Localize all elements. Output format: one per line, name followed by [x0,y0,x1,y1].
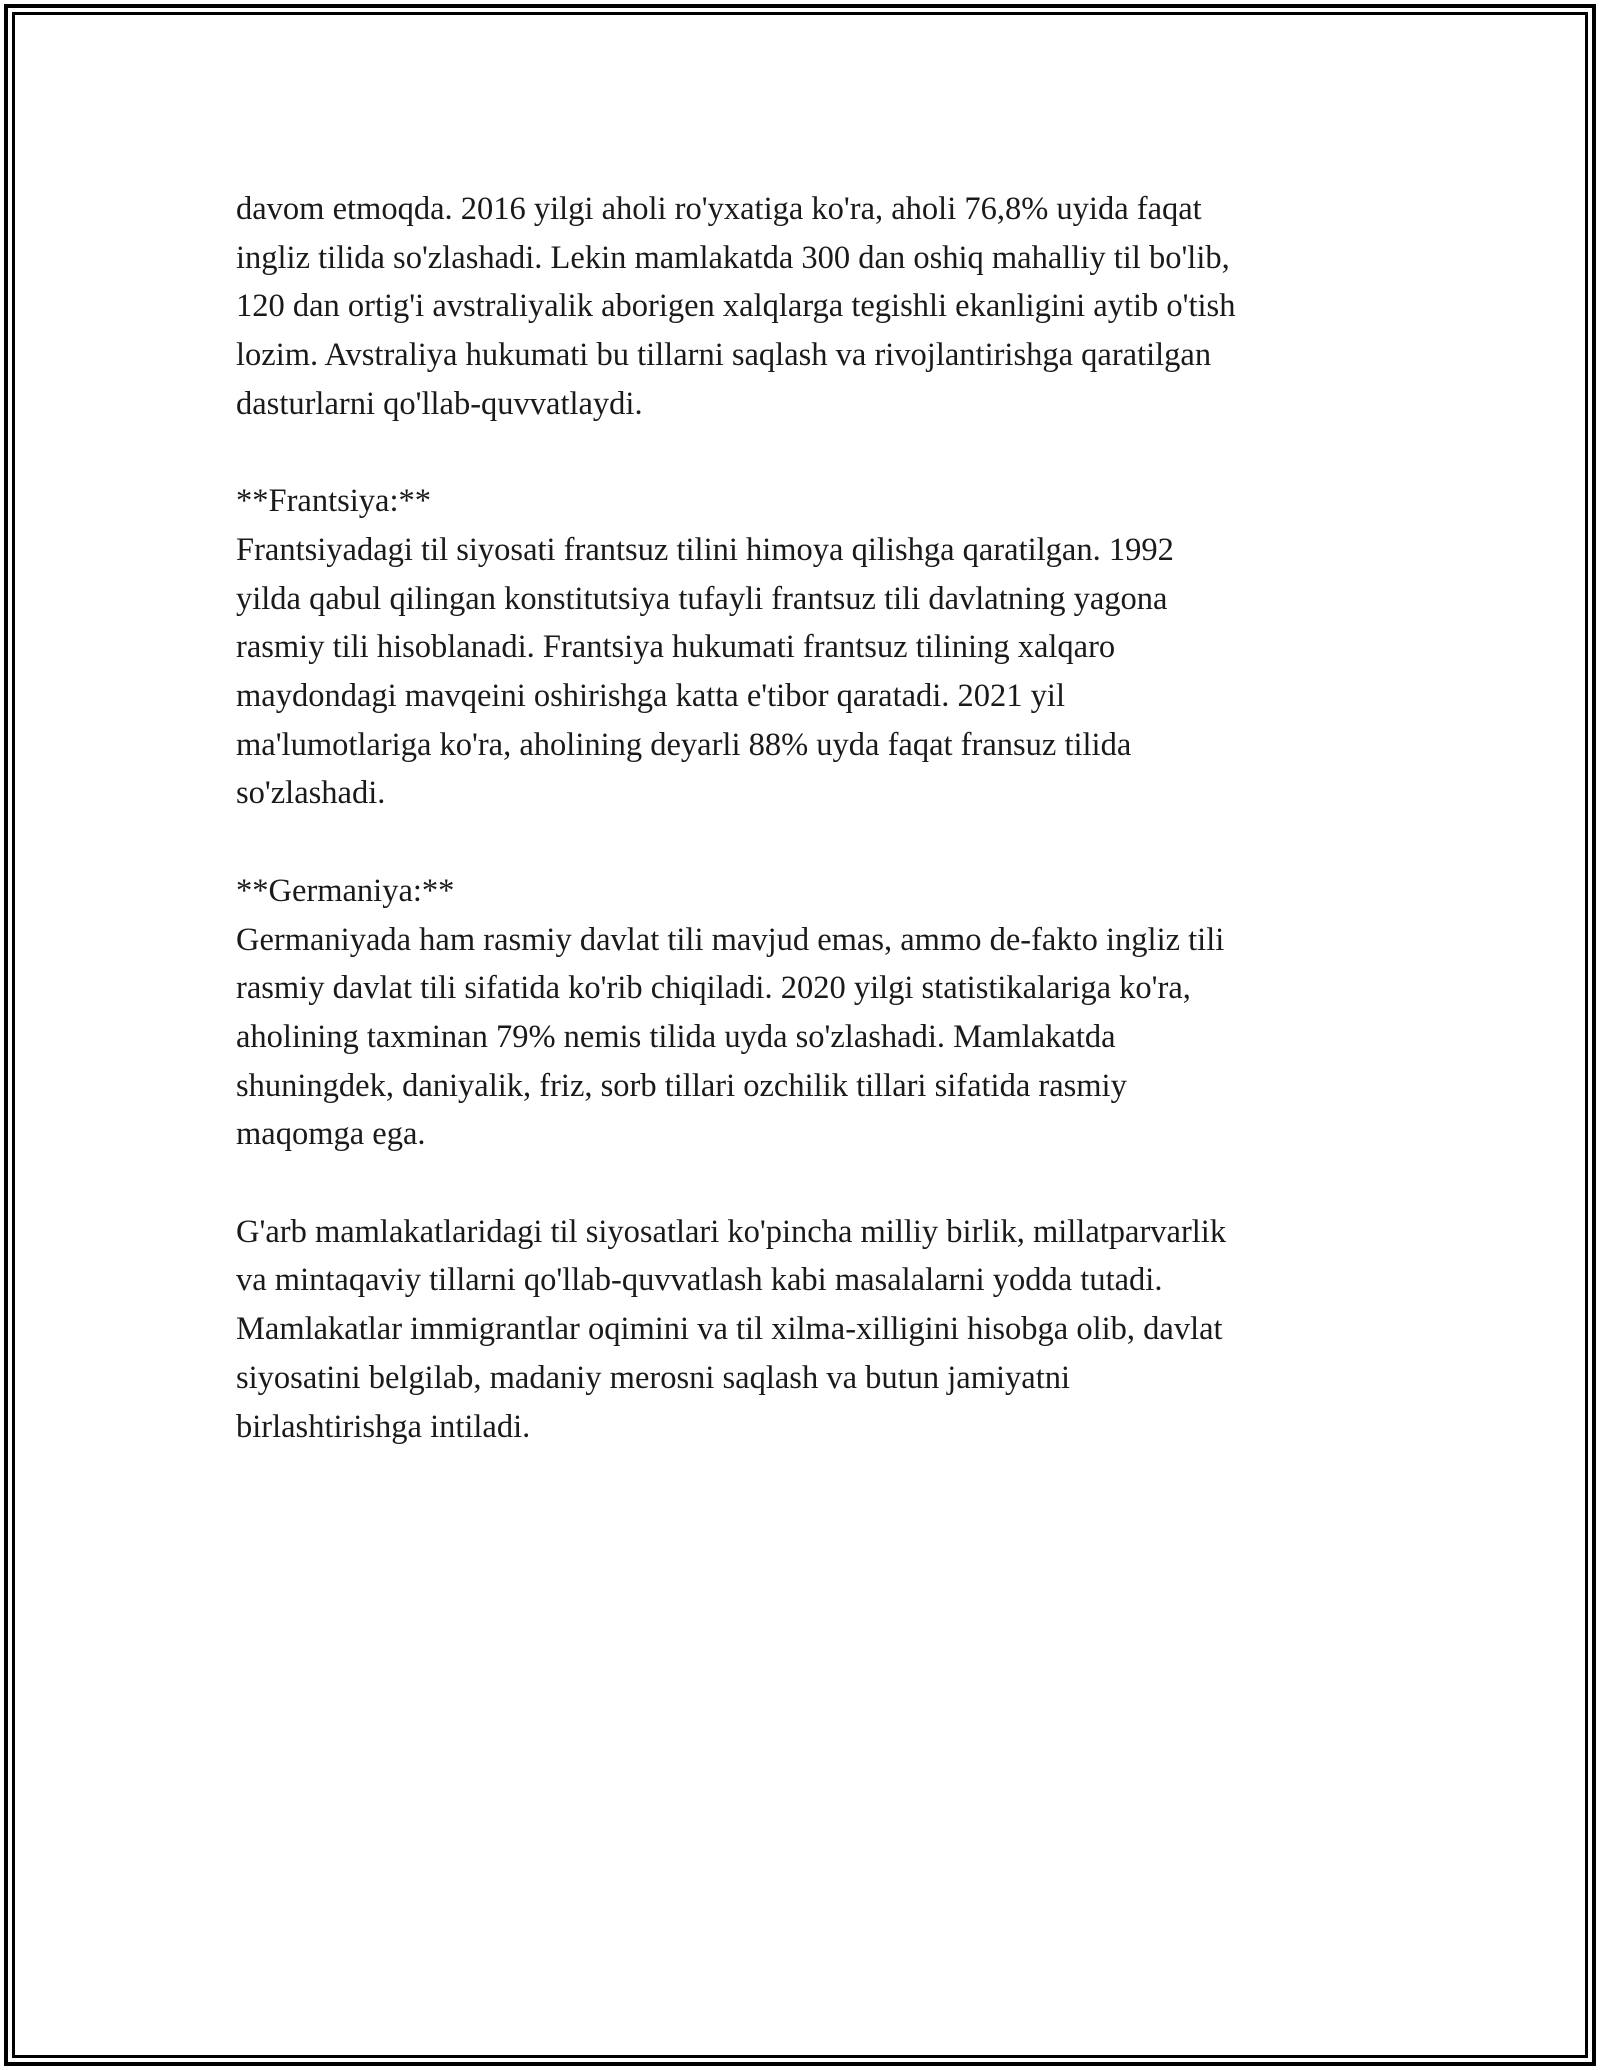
text-line: Mamlakatlar immigrantlar oqimini va til xilma-xilligini hisobga olib, davlat [236,1311,1223,1348]
text-line: rasmiy tili hisoblanadi. Frantsiya hukumati frantsuz tilining xalqaro [236,629,1116,666]
section-heading-france: **Frantsiya:** [236,483,431,520]
text-line: maydondagi mavqeini oshirishga katta e'tibor qaratadi. 2021 yil [236,678,1065,715]
text-line: so'zlashadi. [236,775,386,812]
text-line: ma'lumotlariga ko'ra, aholining deyarli 88% uyda faqat fransuz tilida [236,726,1132,763]
text-line: va mintaqaviy tillarni qo'llab-quvvatlash kabi masalalarni yodda tutadi. [236,1262,1163,1299]
text-line: yilda qabul qilingan konstitutsiya tufayli frantsuz tili davlatning yagona [236,580,1168,617]
text-line: rasmiy davlat tili sifatida ko'rib chiqiladi. 2020 yilgi statistikalariga ko'ra, [236,970,1191,1007]
text-line: G'arb mamlakatlaridagi til siyosatlari ko'pincha milliy birlik, millatparvarlik [236,1213,1227,1250]
text-line: maqomga ega. [236,1116,426,1153]
text-line: aholining taxminan 79% nemis tilida uyda so'zlashadi. Mamlakatda [236,1018,1116,1055]
text-line: 120 dan ortig'i avstraliyalik aborigen xalqlarga tegishli ekanligini aytib o'tish [236,288,1236,325]
text-line: dasturlarni qo'llab-quvvatlaydi. [236,385,643,422]
section-france [236,477,1376,818]
text-line: shuningdek, daniyalik, friz, sorb tillari ozchilik tillari sifatida rasmiy [236,1067,1127,1104]
text-line: siyosatini belgilab, madaniy merosni saqlash va butun jamiyatni [236,1359,1071,1396]
text-line: ingliz tilida so'zlashadi. Lekin mamlakatda 300 dan oshiq mahalliy til bo'lib, [236,239,1230,276]
section-heading-germany: **Germaniya:** [236,872,455,909]
text-line: lozim. Avstraliya hukumati bu tillarni saqlash va rivojlantirishga qaratilgan [236,337,1212,374]
text-line: davom etmoqda. 2016 yilgi aholi ro'yxatiga ko'ra, aholi 76,8% uyida faqat [236,191,1202,227]
document-body [236,185,1376,1500]
text-line: Germaniyada ham rasmiy davlat tili mavjud emas, ammo de-fakto ingliz tili [236,921,1225,958]
text-line: birlashtirishga intiladi. [236,1408,531,1445]
paragraph-australia [236,185,1376,429]
section-germany [236,867,1376,1159]
paragraph-conclusion [236,1208,1376,1452]
text-line: Frantsiyadagi til siyosati frantsuz tilini himoya qilishga qaratilgan. 1992 [236,531,1174,568]
